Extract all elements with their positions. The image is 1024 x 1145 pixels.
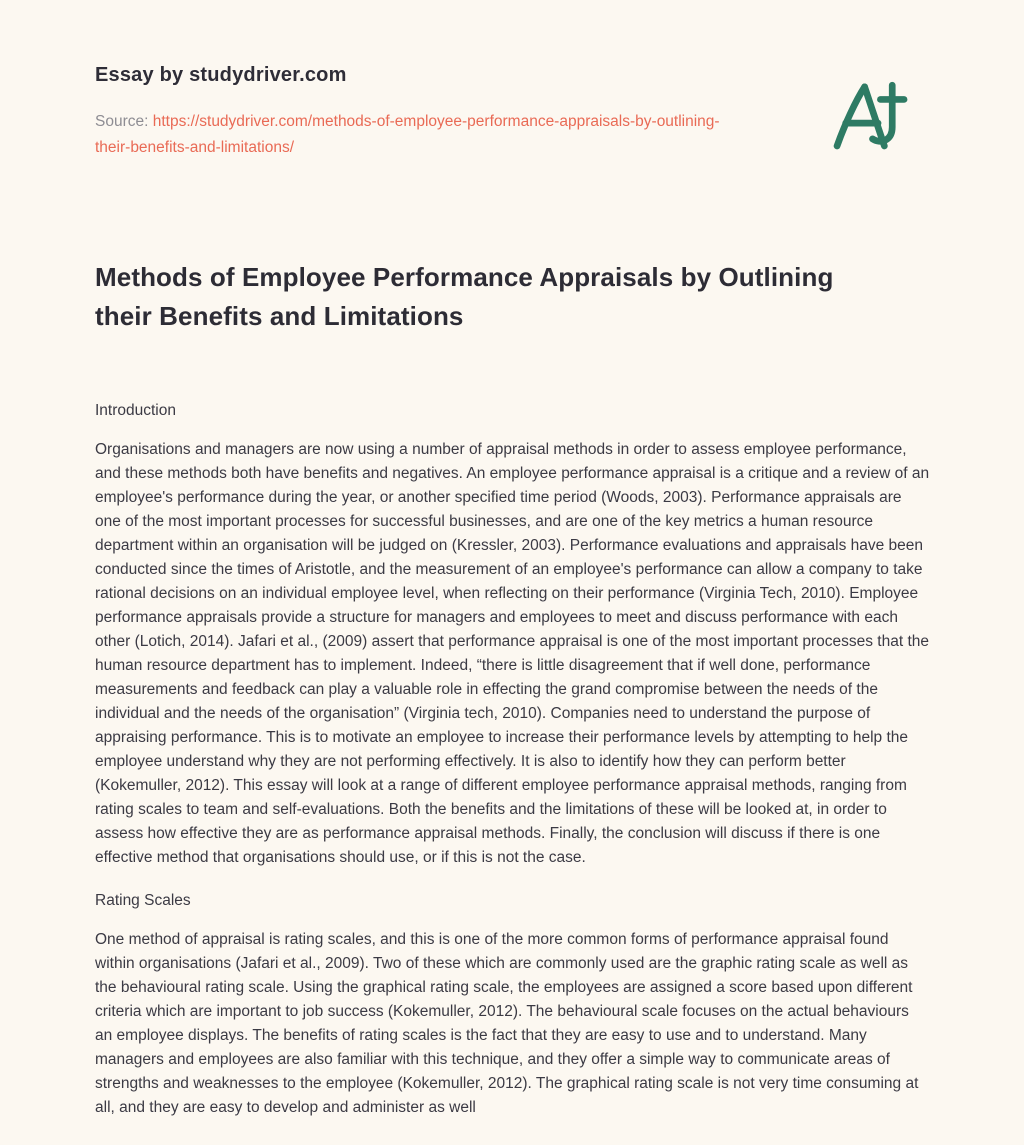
source-line xyxy=(95,109,720,162)
essay-byline: Essay by studydriver.com xyxy=(95,64,347,86)
section-heading-introduction: Introduction xyxy=(95,401,176,419)
a-plus-logo-icon xyxy=(826,70,908,162)
section-body-introduction: Organisations and managers are now using a number of appraisal methods in order to assess employee performance, and these methods both have benefits and negatives. An employee performance appraisal is a critique and a review of an employee's performance during the year, or another specified time period (Woods, 2003). Performance appraisals are one of the most important processes for successful businesses, and are one of the key metrics a human resource department within an organisation will be judged on (Kressler, 2003). Performance evaluations and appraisals have been conducted since the times of Aristotle, and the measurement of an employee's performance can allow a company to take rational decisions on an individual employee level, when reflecting on their performance (Virginia Tech, 2010). Employee performance appraisals provide a structure for managers and employees to meet and discuss performance with each other (Lotich, 2014). Jafari et al., (2009) assert that performance appraisal is one of the most important processes that the human resource department has to implement. Indeed, “there is little disagreement that if well done, performance measurements and feedback can play a valuable role in effecting the grand compromise between the needs of the individual and the needs of the organisation” (Virginia tech, 2010). Companies need to understand the purpose of appraising performance. This is to motivate an employee to increase their performance levels by attempting to help the employee understand why they are not performing effectively. It is also to identify how they can perform better (Kokemuller, 2012). This essay will look at a range of different employee performance appraisal methods, ranging from rating scales to team and self-evaluations. Both the benefits and the limitations of these will be looked at, in order to assess how effective they are as performance appraisal methods. Finally, the conclusion will discuss if there is one effective method that organisations should use, or if this is not the case. xyxy=(95,440,930,866)
source-url-link[interactable]: https://studydriver.com/methods-of-employee-performance-appraisals-by-outlining-their-benefits-and-limitations/ xyxy=(95,113,720,157)
section-introduction xyxy=(95,402,930,870)
source-label: Source: xyxy=(95,113,149,130)
section-heading-rating-scales: Rating Scales xyxy=(95,891,191,909)
section-body-rating-scales: One method of appraisal is rating scales, and this is one of the more common forms of performance appraisal found within organisations (Jafari et al., 2009). Two of these which are commonly used are the graphic rating scale as well as the behavioural rating scale. Using the graphical rating scale, the employees are assigned a score based upon different criteria which are important to job success (Kokemuller, 2012). The behavioural scale focuses on the actual behaviours an employee displays. The benefits of rating scales is the fact that they are easy to use and to understand. Many managers and employees are also familiar with this technique, and they offer a simple way to communicate areas of strengths and weaknesses to the employee (Kokemuller, 2012). The graphical rating scale is not very time consuming at all, and they are easy to develop and administer as well xyxy=(95,930,919,1116)
essay-title: Methods of Employee Performance Appraisals by Outlining their Benefits and Limitations xyxy=(95,261,834,331)
studydriver-logo xyxy=(826,70,908,162)
section-rating-scales xyxy=(95,892,930,1120)
